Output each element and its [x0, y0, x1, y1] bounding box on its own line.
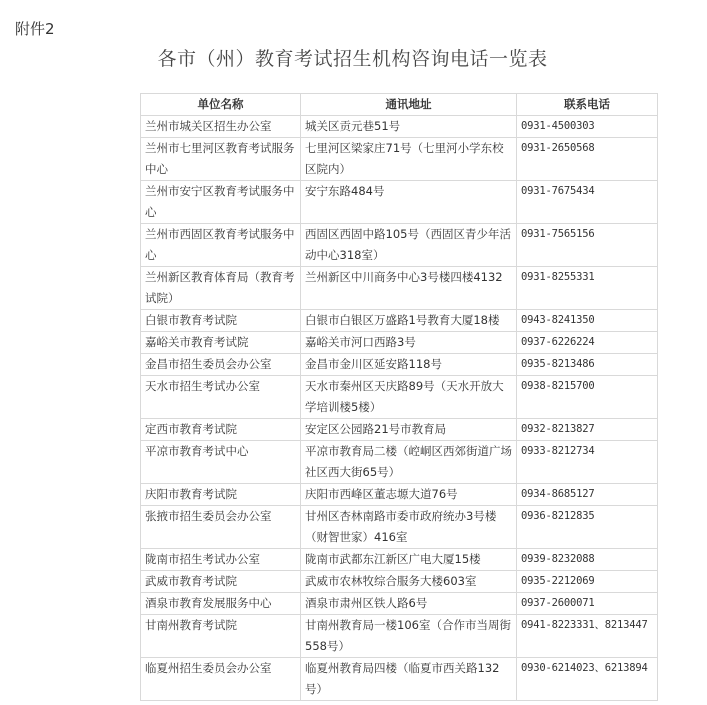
address-cell: 庆阳市西峰区董志塬大道76号 [301, 484, 517, 506]
phone-cell: 0931-4500303 [517, 116, 658, 138]
phone-cell: 0937-2600071 [517, 593, 658, 615]
phone-cell: 0931-8255331 [517, 267, 658, 310]
address-cell: 平凉市教育局二楼（崆峒区西郊街道广场社区西大街65号） [301, 441, 517, 484]
unit-name-cell: 张掖市招生委员会办公室 [141, 506, 301, 549]
address-cell: 甘州区杏林南路市委市政府统办3号楼（财智世家）416室 [301, 506, 517, 549]
table-row [141, 593, 658, 615]
table-row [141, 310, 658, 332]
table-row [141, 116, 658, 138]
table-header-row [141, 94, 658, 116]
attachment-label: 附件2 [15, 20, 55, 38]
address-cell: 兰州新区中川商务中心3号楼四楼4132 [301, 267, 517, 310]
table-row [141, 615, 658, 658]
unit-name-cell: 酒泉市教育发展服务中心 [141, 593, 301, 615]
table-row [141, 549, 658, 571]
unit-name-cell: 兰州新区教育体育局（教育考试院） [141, 267, 301, 310]
unit-name-cell: 白银市教育考试院 [141, 310, 301, 332]
table-row [141, 419, 658, 441]
phone-cell: 0936-8212835 [517, 506, 658, 549]
phone-cell: 0932-8213827 [517, 419, 658, 441]
unit-name-cell: 兰州市城关区招生办公室 [141, 116, 301, 138]
table-row [141, 138, 658, 181]
unit-name-cell: 天水市招生考试办公室 [141, 376, 301, 419]
unit-name-cell: 兰州市安宁区教育考试服务中心 [141, 181, 301, 224]
address-cell: 七里河区梁家庄71号（七里河小学东校区院内） [301, 138, 517, 181]
address-cell: 嘉峪关市河口西路3号 [301, 332, 517, 354]
address-cell: 临夏州教育局四楼（临夏市西关路132号） [301, 658, 517, 701]
unit-name-cell: 陇南市招生考试办公室 [141, 549, 301, 571]
unit-name-cell: 平凉市教育考试中心 [141, 441, 301, 484]
unit-name-cell: 定西市教育考试院 [141, 419, 301, 441]
address-cell: 陇南市武都东江新区广电大厦15楼 [301, 549, 517, 571]
phone-cell: 0933-8212734 [517, 441, 658, 484]
table-row [141, 658, 658, 701]
address-cell: 城关区贡元巷51号 [301, 116, 517, 138]
unit-name-cell: 庆阳市教育考试院 [141, 484, 301, 506]
table-row [141, 441, 658, 484]
table-row [141, 354, 658, 376]
address-cell: 金昌市金川区延安路118号 [301, 354, 517, 376]
table-row [141, 376, 658, 419]
phone-cell: 0941-8223331、8213447 [517, 615, 658, 658]
phone-cell: 0935-8213486 [517, 354, 658, 376]
table-row [141, 181, 658, 224]
phone-cell: 0937-6226224 [517, 332, 658, 354]
phone-cell: 0943-8241350 [517, 310, 658, 332]
table-row [141, 571, 658, 593]
page-title: 各市（州）教育考试招生机构咨询电话一览表 [157, 48, 548, 70]
table-row [141, 267, 658, 310]
phone-cell: 0938-8215700 [517, 376, 658, 419]
unit-name-cell: 临夏州招生委员会办公室 [141, 658, 301, 701]
unit-name-cell: 兰州市西固区教育考试服务中心 [141, 224, 301, 267]
address-cell: 安定区公园路21号市教育局 [301, 419, 517, 441]
phone-cell: 0931-7675434 [517, 181, 658, 224]
table-body [141, 116, 658, 701]
address-cell: 白银市白银区万盛路1号教育大厦18楼 [301, 310, 517, 332]
phone-cell: 0935-2212069 [517, 571, 658, 593]
unit-name-cell: 金昌市招生委员会办公室 [141, 354, 301, 376]
phone-cell: 0930-6214023、6213894 [517, 658, 658, 701]
unit-name-cell: 嘉峪关市教育考试院 [141, 332, 301, 354]
table-row [141, 224, 658, 267]
address-cell: 甘南州教育局一楼106室（合作市当周街558号） [301, 615, 517, 658]
address-cell: 安宁东路484号 [301, 181, 517, 224]
table-row [141, 332, 658, 354]
unit-name-cell: 甘南州教育考试院 [141, 615, 301, 658]
address-cell: 武威市农林牧综合服务大楼603室 [301, 571, 517, 593]
unit-name-cell: 武威市教育考试院 [141, 571, 301, 593]
phone-cell: 0931-2650568 [517, 138, 658, 181]
phone-cell: 0939-8232088 [517, 549, 658, 571]
column-header-name: 单位名称 [141, 94, 301, 116]
address-cell: 酒泉市肃州区铁人路6号 [301, 593, 517, 615]
address-cell: 天水市秦州区天庆路89号（天水开放大学培训楼5楼） [301, 376, 517, 419]
column-header-address: 通讯地址 [301, 94, 517, 116]
phone-cell: 0931-7565156 [517, 224, 658, 267]
table-row [141, 484, 658, 506]
address-cell: 西固区西固中路105号（西固区青少年活动中心318室） [301, 224, 517, 267]
column-header-phone: 联系电话 [517, 94, 658, 116]
contacts-table [140, 93, 658, 701]
unit-name-cell: 兰州市七里河区教育考试服务中心 [141, 138, 301, 181]
phone-cell: 0934-8685127 [517, 484, 658, 506]
table-row [141, 506, 658, 549]
